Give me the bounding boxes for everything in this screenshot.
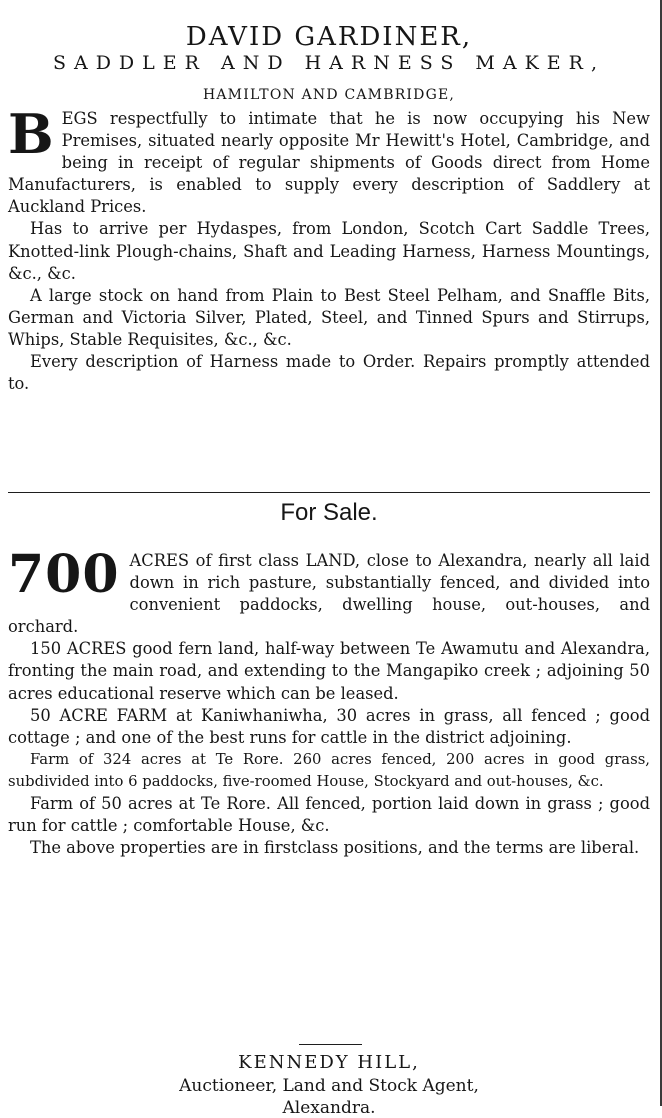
advert-paragraph: A large stock on hand from Plain to Best Steel Pelham, and Snaffle Bits, German and Victoria Silver, Plated, Steel, and Tinned Spurs and Stirrups, Whips, Stable Requisites, &c., &c. — [8, 285, 650, 349]
advert-location: HAMILTON AND CAMBRIDGE, — [202, 87, 456, 103]
paragraph-text: EGS respectfully to intimate that he is now occupying his New Premises, situated nearly opposite Mr Hewitt's Hotel, Cambridge, and being in receipt of regular shipments of Goods direct from Home Manufacturers, is enabled to supply every description of Saddlery at Auckland Prices. — [8, 109, 650, 217]
advert-subtitle: SADDLER AND HARNESS MAKER, — [52, 52, 606, 74]
sale-paragraph: Farm of 324 acres at Te Rore. 260 acres fenced, 200 acres in good grass, subdivided into 6 paddocks, five-roomed House, Stockyard and out-houses, &c. — [8, 750, 650, 790]
drop-cap: B — [8, 102, 54, 166]
sale-paragraph: Farm of 50 acres at Te Rore. All fenced, portion laid down in grass ; good run for cattle ; comfortable House, &c. — [8, 794, 650, 836]
signature-divider — [299, 1044, 362, 1045]
advert-title: DAVID GARDINER, — [185, 22, 473, 52]
drop-number: 700 — [8, 544, 120, 605]
sale-paragraph: 50 ACRE FARM at Kaniwhaniwha, 30 acres in grass, all fenced ; good cottage ; and one of the best runs for cattle in the district adjoining. — [8, 705, 650, 747]
paragraph-text: ACRES of first class LAND, close to Alexandra, nearly all laid down in rich pasture, substantially fenced, and divided into convenient paddocks, dwelling house, out-houses, and orchard. — [8, 551, 650, 637]
section-divider — [8, 492, 650, 493]
signature-role: Auctioneer, Land and Stock Agent, — [179, 1076, 479, 1096]
sale-paragraph — [8, 544, 650, 638]
sale-paragraph: 150 ACRES good fern land, half-way between Te Awamutu and Alexandra, fronting the main road, and extending to the Mangapiko creek ; adjoining 50 acres educational reserve which can be leased. — [8, 639, 650, 703]
advert-paragraph: Every description of Harness made to Order. Repairs promptly attended to. — [8, 352, 650, 394]
sale-paragraph: The above properties are in firstclass positions, and the terms are liberal. — [30, 838, 640, 858]
advert-body — [8, 102, 650, 395]
section-heading: For Sale. — [280, 499, 378, 526]
signature-name: KENNEDY HILL, — [238, 1052, 420, 1073]
sale-body — [8, 544, 650, 859]
advert-paragraph — [8, 102, 650, 218]
advert-paragraph: Has to arrive per Hydaspes, from London, Scotch Cart Saddle Trees, Knotted-link Plough-chains, Shaft and Leading Harness, Harness Mountings, &c., &c. — [8, 219, 650, 283]
signature-place: Alexandra. — [282, 1098, 376, 1118]
